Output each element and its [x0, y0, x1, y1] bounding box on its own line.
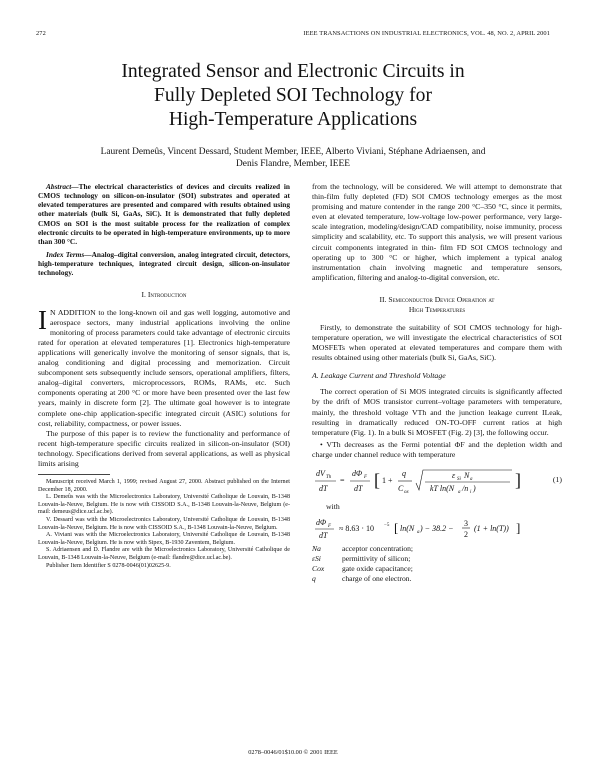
- section-heading-device-operation: [312, 295, 562, 315]
- svg-text:3: 3: [464, 519, 468, 529]
- symbol-definitions: [312, 544, 562, 584]
- author-list: [36, 146, 550, 170]
- definition-symbol: Cox: [312, 564, 325, 574]
- title-line: Integrated Sensor and Electronic Circuits in: [121, 61, 465, 82]
- svg-text:ε: ε: [452, 470, 456, 480]
- svg-text:ln(N: ln(N: [400, 524, 415, 534]
- section-heading-line: II. Semiconductor Device Operation at: [379, 294, 495, 304]
- svg-text:C: C: [398, 483, 404, 493]
- svg-text:a: a: [458, 489, 461, 495]
- definition-row: [312, 554, 562, 564]
- svg-text:−5: −5: [384, 523, 390, 529]
- intro-paragraph-2-continued: from the technology, will be considered. We will attempt to demonstrate that thin-film fully depleted (FD) SOI CMOS technology emerges as the most promising and mature contender in the range 200 °C–350 °C, since it permits, even at elevated temperature, low-voltage low-power performance, very large-scale integration, modeling/design/CAD compatibility, noise immunity, process simplicity and scalability, etc. To support this analysis, we will present various circuit components integrated in thin- film FD SOI CMOS technology and operating up to 300 °C or higher, which implement a typical analog instrumentation chain involving magnetic and temperature sensors, amplification, filtering and analog-to-digital conversion, etc.: [312, 182, 562, 282]
- svg-text:F: F: [328, 524, 332, 530]
- section-heading-introduction: I. Introduction: [141, 289, 187, 299]
- svg-text:[: [: [394, 520, 399, 536]
- svg-text:dT: dT: [319, 531, 328, 541]
- equation-2-graphic: [312, 516, 547, 540]
- abstract: [38, 182, 290, 246]
- copyright-footer: 0278–0046/01$10.00 © 2001 IEEE: [248, 749, 338, 756]
- title-line: High-Temperature Applications: [168, 109, 418, 130]
- svg-text:a: a: [417, 530, 420, 536]
- svg-text:/n: /n: [462, 483, 469, 493]
- svg-text:dT: dT: [354, 483, 363, 493]
- equation-number: (1): [552, 474, 562, 484]
- definition-text: gate oxide capacitance;: [342, 564, 413, 574]
- footnote: L. Demeûs was with the Microelectronics Laboratory, Université Catholique de Louvain, B-1348 Louvain-la-Neuve, Belgium. He is now with CISSOID S.A., B-1348 Louvain-la-Neuve, Belgium (e-mail: demeus@dice.ucl.ac.be).: [38, 494, 290, 516]
- svg-text:ox: ox: [404, 489, 409, 495]
- definition-text: charge of one electron.: [342, 574, 412, 584]
- definition-row: [312, 574, 562, 584]
- section2-paragraph-1: Firstly, to demonstrate the suitability of SOI CMOS technology for high-temperature operation, we will investigate the electrical characteristics of SOI MOSFETs when operated at elevated temperatures and compare them with results obtained using other materials (bulk Si, GaAs, SiC).: [312, 322, 562, 363]
- right-column: [312, 182, 562, 584]
- paper-title: [36, 60, 550, 132]
- author-line: Denis Flandre, Member, IEEE: [236, 159, 350, 169]
- journal-name: IEEE TRANSACTIONS ON INDUSTRIAL ELECTRONICS, VOL. 48, NO. 2, APRIL 2001: [303, 30, 550, 37]
- svg-text:Th: Th: [326, 474, 332, 480]
- abstract-label: Abstract—: [46, 182, 79, 191]
- svg-text:2: 2: [464, 530, 468, 540]
- svg-text:dΦ: dΦ: [316, 518, 327, 528]
- svg-text:) − 38.2 −: ) − 38.2 −: [420, 524, 454, 534]
- intro-paragraph-2: The purpose of this paper is to review the functionality and performance of recent high-temperature specific circuits realized in silicon-on-insulator (SOI) technology. Specifications derived from several applications, as well as physical limits arising: [38, 428, 290, 468]
- svg-text:dT: dT: [319, 483, 328, 493]
- svg-text:dΦ: dΦ: [352, 468, 363, 478]
- left-column: [38, 182, 290, 570]
- svg-text:=: =: [340, 475, 345, 485]
- with-label: with: [326, 501, 340, 511]
- definition-symbol: q: [312, 574, 316, 584]
- index-terms-label: Index Terms—: [46, 250, 92, 260]
- section2-paragraph-2: The correct operation of Si MOS integrated circuits is significantly affected by the drift of MOS transistor current–voltage parameters with temperature, mainly, the threshold voltage VTh and the junction leakage current ILeak, resulting in dramatically reduced ON-TO-OFF current ratios at high temperature (Fig. 1). In a bulk Si MOSFET (Fig. 2) [3], the following occur.: [312, 387, 562, 437]
- svg-text:[: [: [374, 469, 380, 490]
- subsection-heading: A. Leakage Current and Threshold Voltage: [312, 371, 446, 381]
- running-header: [36, 30, 550, 40]
- svg-text:]: ]: [516, 520, 521, 536]
- intro-paragraph-1: [38, 304, 290, 429]
- definition-row: [312, 544, 562, 554]
- footnote: V. Dessard was with the Microelectronics Laboratory, Université Catholique de Louvain, B-1348 Louvain-la-Neuve, Belgium. He is now with CISSOID S.A., B-1348 Louvain-la-Neuve, Belgium.: [38, 517, 290, 531]
- definition-symbol: εSi: [312, 554, 321, 564]
- definition-symbol: Na: [312, 544, 321, 554]
- svg-text:N: N: [464, 470, 470, 480]
- equation-1: [312, 464, 562, 498]
- author-line: Laurent Demeûs, Vincent Dessard, Student Member, IEEE, Alberto Viviani, Stéphane Adriaensen, and: [100, 147, 486, 157]
- bullet-item: • VTh decreases as the Fermi potential ΦF and the depletion width and charge under channel reduce with temperature: [312, 439, 562, 459]
- svg-text:dV: dV: [316, 468, 325, 478]
- svg-text:]: ]: [515, 469, 521, 490]
- svg-text:F: F: [364, 474, 368, 480]
- svg-text:a: a: [470, 476, 473, 482]
- definition-row: [312, 564, 562, 574]
- equation-1-graphic: [312, 464, 537, 498]
- svg-text:≈ 8.63 · 10: ≈ 8.63 · 10: [339, 524, 375, 534]
- section-heading-line: High Temperatures: [408, 304, 466, 314]
- svg-text:(1 + ln(T)): (1 + ln(T)): [474, 524, 509, 534]
- svg-text:1 +: 1 +: [382, 475, 393, 485]
- footnote: Manuscript received March 1, 1999; revised August 27, 2000. Abstract published on the Internet December 18, 2000.: [38, 479, 290, 493]
- drop-cap: I: [38, 304, 47, 335]
- footnote-rule: [38, 474, 110, 475]
- svg-text:q: q: [402, 468, 406, 478]
- title-line: Fully Depleted SOI Technology for: [154, 85, 432, 106]
- page-number: 272: [36, 30, 46, 37]
- equation-2: [312, 516, 562, 540]
- svg-text:Si: Si: [457, 476, 461, 482]
- svg-text:kT ln(N: kT ln(N: [430, 483, 455, 493]
- svg-text:): ): [473, 483, 476, 493]
- index-terms: [38, 250, 290, 277]
- footnote: Publisher Item Identifier S 0278-0046(01)02625-9.: [46, 562, 171, 569]
- definition-text: permittivity of silicon;: [342, 554, 411, 564]
- index-terms-text: Analog–digital conversion, analog integrated circuit, detectors, high-temperature techniques, integrated circuit design, silicon-on-insulator technology.: [38, 250, 290, 278]
- definition-text: acceptor concentration;: [342, 544, 414, 554]
- footnote: S. Adriaensen and D. Flandre are with the Microelectronics Laboratory, Université Catholique de Louvain, B-1348 Louvain-la-Neuve, Belgium (e-mail: flandre@dice.ucl.ac.be).: [38, 547, 290, 561]
- svg-text:i: i: [470, 489, 472, 495]
- abstract-text: The electrical characteristics of devices and circuits realized in CMOS technology on silicon-on-insulator (SOI) substrates and operated at elevated temperatures are presented and compared with results obtained using other materials (bulk Si, GaAs, SiC). It is demonstrated that fully depleted CMOS on SOI is the most suitable process for the realization of complex electronic circuits to be operated in high-temperature environments, up to more than 300 °C.: [38, 182, 290, 246]
- intro-text-1: N ADDITION to the long-known oil and gas well logging, automotive and aerospace sectors, many industrial applications involving the online monitoring of process parameters could take advantage of electronic circuits rated for operation at elevated temperatures [1]. Electronics high-temperature applications will generically involve the monitoring of sensor signals, that is, analog conditioning and digital processing and memorization. Circuit subcomponent sets subsequently include sensors, operational amplifiers, filters, analog–digital converters, microprocessors, ROMs, RAMs, etc. Such components operating at 200 °C or more have been presented over the last few years, mainly in discrete form [2]. The ultimate goal however is to integrate complete one-chip application-specific integrated circuit (ASIC) solutions for cost, reliability, compactness, or power issues.: [38, 307, 290, 428]
- footnote: A. Viviani was with the Microelectronics Laboratory, Université Catholique de Louvain, B-1348 Louvain-la-Neuve, Belgium. He is now with Sipex, B-1930 Zaventem, Belgium.: [38, 532, 290, 546]
